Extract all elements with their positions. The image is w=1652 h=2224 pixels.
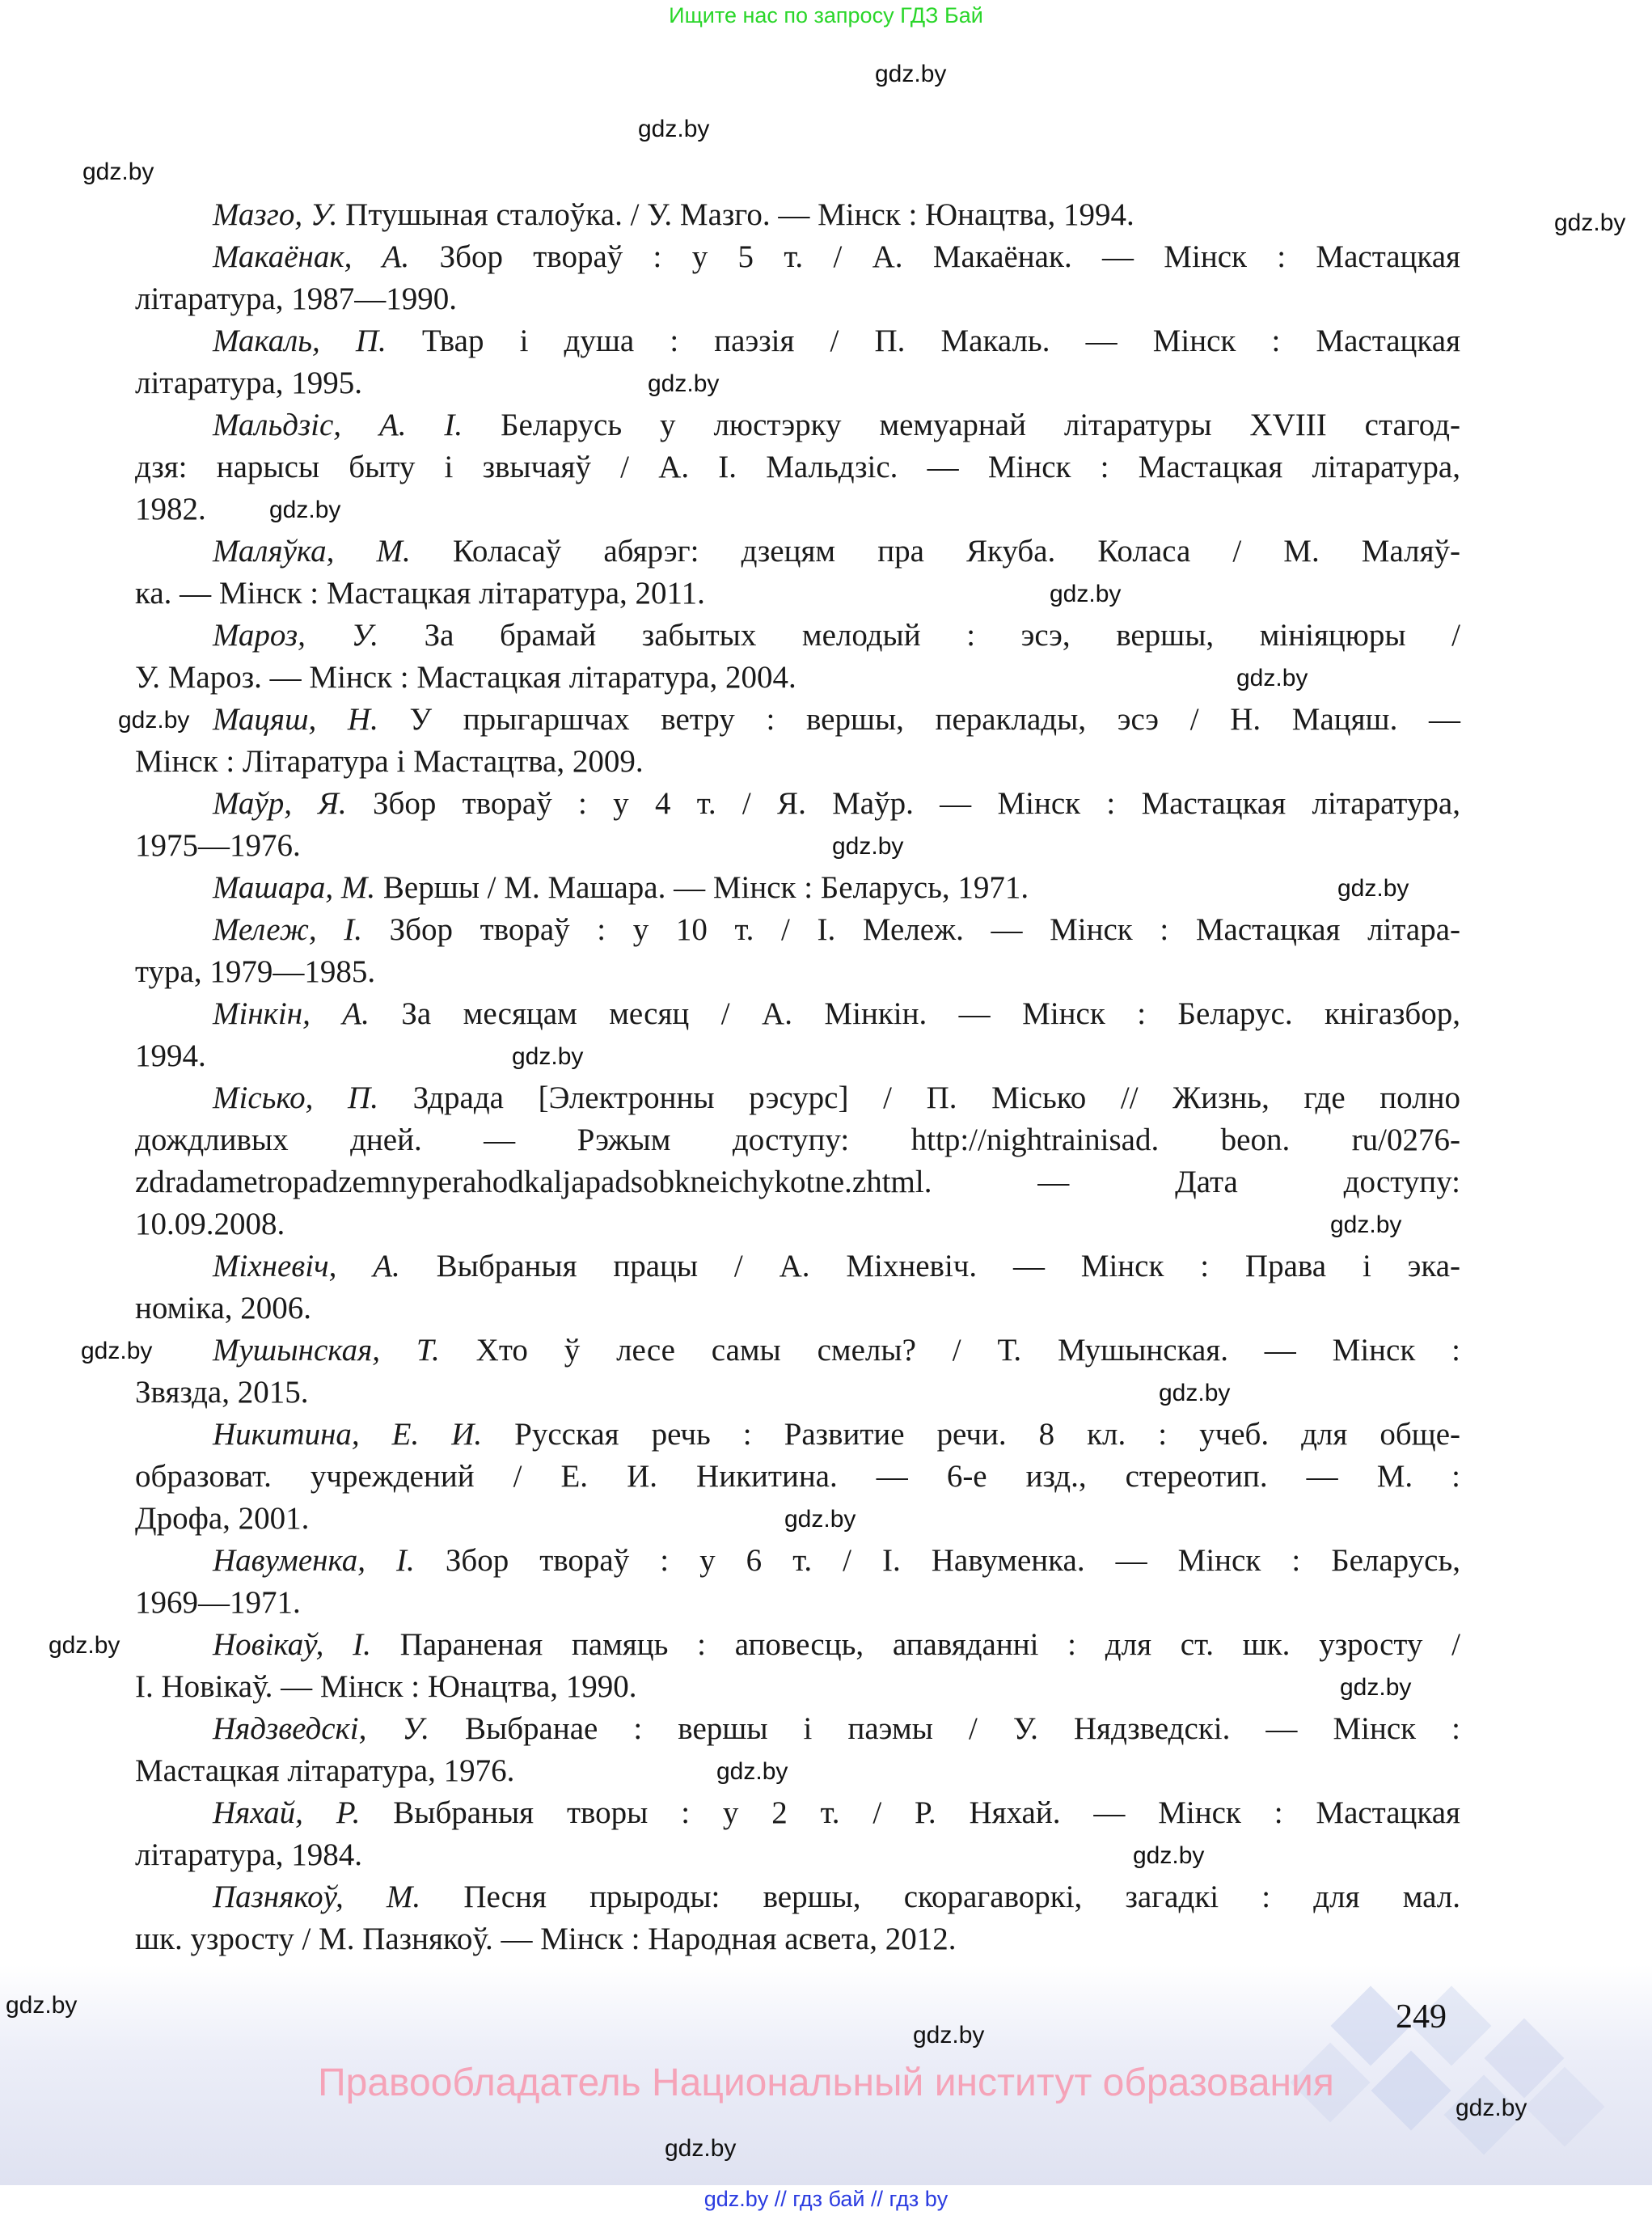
bibliography-entry: [135, 1330, 1460, 1414]
entry-text: Хто ў лесе самы смелы? / Т. Мушынская. — Мінск :: [475, 1333, 1460, 1368]
entry-author: Мушынская, Т.: [213, 1333, 440, 1368]
entry-line: [135, 194, 1460, 236]
gdz-watermark: gdz.by: [648, 370, 720, 397]
bibliography-entry: [135, 867, 1460, 909]
entry-text: Выбраныя працы / А. Міхневіч. — Мінск : Права і эка-: [436, 1249, 1460, 1283]
entry-line: [135, 1414, 1460, 1456]
entry-line: [135, 278, 1460, 320]
entry-author: Няхай, Р.: [213, 1795, 361, 1830]
entry-text: 1969—1971.: [135, 1585, 301, 1620]
entry-line: [135, 1750, 1460, 1792]
entry-text: шк. узросту / М. Пазнякоў. — Мінск : Народная асвета, 2012.: [135, 1922, 957, 1956]
bibliography-list: [135, 194, 1460, 1960]
entry-author: Мацяш, Н.: [213, 702, 378, 737]
entry-line: [135, 1077, 1460, 1119]
gdz-watermark: gdz.by: [716, 1758, 788, 1785]
entry-line: [135, 1876, 1460, 1918]
rights-holder-watermark: Правообладатель Национальный институт образования: [318, 2061, 1334, 2104]
entry-line: [135, 531, 1460, 573]
entry-author: Машара, М.: [213, 870, 376, 905]
entry-text: Песня прыроды: вершы, скорагаворкі, загадкі : для мал.: [463, 1879, 1460, 1914]
entry-author: Міхневіч, А.: [213, 1249, 400, 1283]
gdz-watermark: gdz.by: [49, 1632, 120, 1659]
entry-author: Макаёнак, А.: [213, 239, 410, 274]
entry-text: ка. — Мінск : Мастацкая літаратура, 2011.: [135, 576, 705, 611]
entry-text: Збор твораў : у 5 т. / А. Макаёнак. — Мінск : Мастацкая: [439, 239, 1460, 274]
entry-text: Вершы / М. Машара. — Мінск : Беларусь, 1971.: [382, 870, 1029, 905]
entry-line: [135, 1792, 1460, 1834]
entry-line: [135, 1245, 1460, 1287]
entry-text: літаратура, 1987—1990.: [135, 281, 458, 316]
gdz-watermark: gdz.by: [1236, 665, 1308, 691]
entry-author: Новікаў, І.: [213, 1627, 371, 1662]
entry-text: За месяцам месяц / А. Мінкін. — Мінск : Беларус. кнігазбор,: [401, 996, 1461, 1031]
bibliography-entry: [135, 1245, 1460, 1330]
entry-line: [135, 1456, 1460, 1498]
entry-text: 1994.: [135, 1038, 206, 1073]
entry-line: [135, 825, 1460, 867]
entry-text: Выбранае : вершы і паэмы / У. Нядзведскі. — Мінск :: [465, 1711, 1460, 1746]
bibliography-entry: [135, 783, 1460, 867]
gdz-watermark: gdz.by: [638, 116, 710, 142]
entry-line: [135, 320, 1460, 362]
entry-text: Параненая памяць : аповесць, апавяданні : для ст. шк. узросту /: [399, 1627, 1461, 1662]
gdz-watermark: gdz.by: [913, 2022, 985, 2049]
entry-line: [135, 615, 1460, 657]
gdz-watermark: gdz.by: [832, 833, 904, 860]
entry-line: [135, 1372, 1460, 1414]
entry-author: Мележ, І.: [213, 912, 362, 947]
gdz-watermark: gdz.by: [81, 1338, 153, 1364]
entry-text: 1975—1976.: [135, 828, 301, 863]
entry-text: 1982.: [135, 492, 206, 526]
bibliography-entry: [135, 236, 1460, 320]
entry-line: [135, 1666, 1460, 1708]
entry-line: [135, 1624, 1460, 1666]
bibliography-entry: [135, 1624, 1460, 1708]
entry-line: [135, 1119, 1460, 1161]
gdz-watermark: gdz.by: [6, 1992, 78, 2019]
entry-text: Выбраныя творы : у 2 т. / Р. Няхай. — Мінск : Мастацкая: [393, 1795, 1460, 1830]
gdz-watermark: gdz.by: [118, 707, 190, 734]
gdz-watermark: gdz.by: [875, 61, 947, 87]
entry-line: [135, 1203, 1460, 1245]
entry-text: дождливых дней. — Рэжым доступу: http://nightrainisad. beon. ru/0276-: [135, 1123, 1460, 1157]
entry-author: Мазго, У.: [213, 197, 338, 232]
bibliography-entry: [135, 909, 1460, 993]
bibliography-entry: [135, 1077, 1460, 1245]
entry-line: [135, 1330, 1460, 1372]
gdz-watermark: gdz.by: [665, 2135, 737, 2162]
entry-line: [135, 404, 1460, 446]
entry-text: Мінск : Літаратура і Мастацтва, 2009.: [135, 744, 644, 779]
entry-author: Пазнякоў, М.: [213, 1879, 421, 1914]
entry-text: Збор твораў : у 4 т. / Я. Маўр. — Мінск : Мастацкая літаратура,: [373, 786, 1460, 821]
gdz-watermark: gdz.by: [269, 497, 341, 523]
gdz-watermark: gdz.by: [1337, 875, 1409, 902]
entry-text: 10.09.2008.: [135, 1207, 285, 1241]
gdz-watermark: gdz.by: [82, 159, 154, 185]
entry-text: Дрофа, 2001.: [135, 1501, 310, 1536]
entry-text: У. Мароз. — Мінск : Мастацкая літаратура, 2004.: [135, 660, 796, 695]
gdz-watermark: gdz.by: [1456, 2095, 1527, 2121]
entry-author: Навуменка, І.: [213, 1543, 415, 1578]
entry-text: Твар і душа : паэзія / П. Макаль. — Мінск : Мастацкая: [421, 323, 1461, 358]
entry-line: [135, 741, 1460, 783]
entry-author: Макаль, П.: [213, 323, 387, 358]
entry-text: тура, 1979—1985.: [135, 954, 376, 989]
bibliography-entry: [135, 194, 1460, 236]
entry-text: Коласаў абярэг: дзецям пра Якуба. Коласа / М. Маляў-: [452, 534, 1461, 569]
bibliography-entry: [135, 1792, 1460, 1876]
entry-author: Маўр, Я.: [213, 786, 347, 821]
entry-text: образоват. учреждений / Е. И. Никитина. — 6-е изд., стереотип. — М. :: [135, 1459, 1460, 1494]
bibliography-entry: [135, 531, 1460, 615]
gdz-watermark: gdz.by: [784, 1506, 856, 1533]
entry-text: Беларусь у люстэрку мемуарнай літаратуры XVIII стагод-: [501, 408, 1461, 442]
entry-text: Мастацкая літаратура, 1976.: [135, 1753, 515, 1788]
gdz-watermark: gdz.by: [1340, 1674, 1412, 1701]
entry-line: [135, 1161, 1460, 1203]
entry-author: Никитина, Е. И.: [213, 1417, 483, 1452]
gdz-watermark: gdz.by: [1133, 1842, 1205, 1869]
entry-text: zdradametropadzemnyperahodkaljapadsobkneichykotne.zhtml. — Дата доступу:: [135, 1165, 1460, 1199]
entry-line: [135, 573, 1460, 615]
entry-text: За брамай забытых мелодый : эсэ, вершы, мініяцюры /: [424, 618, 1461, 653]
entry-line: [135, 236, 1460, 278]
entry-line: [135, 446, 1460, 488]
entry-author: Нядзведскі, У.: [213, 1711, 429, 1746]
bottom-site-links[interactable]: gdz.by // гдз бай // гдз by: [703, 2187, 949, 2211]
gdz-watermark: gdz.by: [1554, 209, 1626, 236]
entry-text: Русская речь : Развитие речи. 8 кл. : учеб. для обще-: [514, 1417, 1460, 1452]
entry-author: Мароз, У.: [213, 618, 378, 653]
gdz-watermark: gdz.by: [1330, 1211, 1402, 1238]
entry-line: [135, 1708, 1460, 1750]
entry-text: Збор твораў : у 10 т. / І. Мележ. — Мінск : Мастацкая літара-: [389, 912, 1460, 947]
gdz-watermark: gdz.by: [1159, 1380, 1231, 1406]
entry-line: [135, 909, 1460, 951]
entry-line: [135, 1918, 1460, 1960]
entry-line: [135, 993, 1460, 1035]
entry-author: Мальдзіс, А. І.: [213, 408, 463, 442]
entry-line: [135, 1834, 1460, 1876]
entry-text: дзя: нарысы быту і звычаяў / А. І. Мальдзіс. — Мінск : Мастацкая літаратура,: [135, 450, 1460, 484]
entry-author: Мінкін, А.: [213, 996, 370, 1031]
gdz-watermark: gdz.by: [1050, 581, 1122, 607]
entry-text: номіка, 2006.: [135, 1291, 312, 1326]
bibliography-entry: [135, 699, 1460, 783]
entry-text: У прыгаршчах ветру : вершы, пераклады, эсэ / Н. Мацяш. —: [409, 702, 1461, 737]
entry-text: Птушыная сталоўка. / У. Мазго. — Мінск : Юнацтва, 1994.: [345, 197, 1134, 232]
entry-author: Маляўка, М.: [213, 534, 411, 569]
entry-text: літаратура, 1984.: [135, 1837, 363, 1872]
entry-line: [135, 699, 1460, 741]
entry-text: Звязда, 2015.: [135, 1375, 309, 1410]
entry-line: [135, 1582, 1460, 1624]
bibliography-entry: [135, 1876, 1460, 1960]
entry-line: [135, 1540, 1460, 1582]
gdz-watermark: gdz.by: [512, 1043, 584, 1070]
entry-text: літаратура, 1995.: [135, 366, 363, 400]
entry-line: [135, 1035, 1460, 1077]
entry-line: [135, 362, 1460, 404]
entry-text: Збор твораў : у 6 т. / І. Навуменка. — Мінск : Беларусь,: [445, 1543, 1461, 1578]
entry-line: [135, 1287, 1460, 1330]
page-number: 249: [1396, 1998, 1447, 2036]
entry-line: [135, 951, 1460, 993]
search-hint-banner: Ищите нас по запросу ГДЗ Бай: [669, 3, 983, 27]
bibliography-entry: [135, 1540, 1460, 1624]
entry-line: [135, 783, 1460, 825]
bibliography-entry: [135, 993, 1460, 1077]
entry-line: [135, 867, 1460, 909]
bibliography-entry: [135, 1708, 1460, 1792]
entry-text: І. Новікаў. — Мінск : Юнацтва, 1990.: [135, 1669, 637, 1704]
entry-author: Місько, П.: [213, 1080, 378, 1115]
bibliography-entry: [135, 320, 1460, 404]
entry-text: Здрада [Электронны рэсурс] / П. Місько // Жизнь, где полно: [412, 1080, 1461, 1115]
